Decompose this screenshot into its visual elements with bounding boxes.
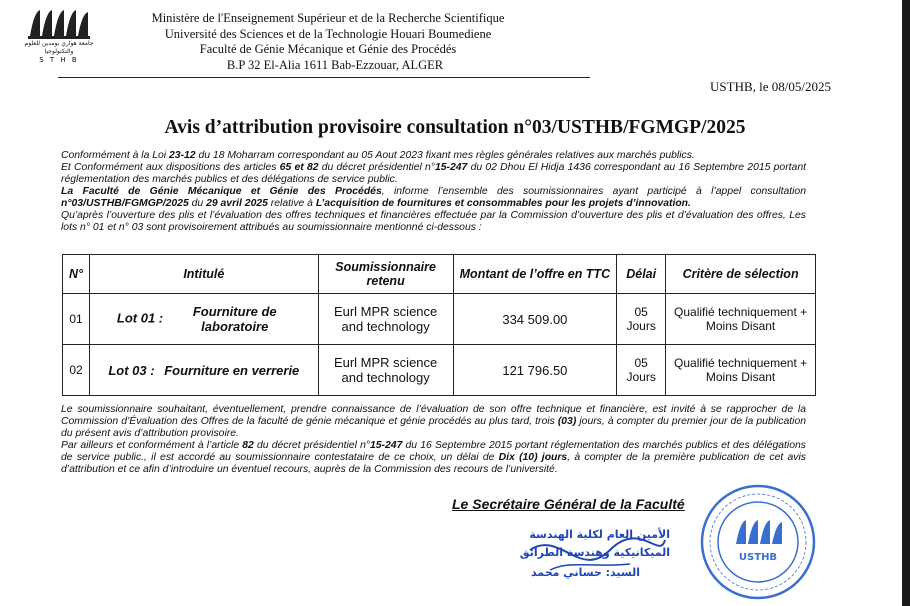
row-amount: 121 796.50 (453, 345, 617, 396)
stamp-line-1: الأمين العام لكلية الهندسة (529, 528, 670, 541)
row-lot (89, 294, 318, 345)
lot-name: Fourniture de laboratoire (192, 304, 277, 334)
col-header-amount: Montant de l’offre en TTC (453, 255, 617, 294)
header-rule (58, 77, 590, 78)
table-header-row (63, 255, 816, 294)
closing-text (61, 404, 806, 476)
lot-name: Fourniture en verrerie (164, 362, 300, 378)
col-header-num: N° (63, 255, 90, 294)
document-date: USTHB, le 08/05/2025 (710, 79, 831, 94)
lot-label: Lot 03 : (108, 362, 155, 378)
col-header-delay: Délai (617, 255, 666, 294)
row-delay: 05 Jours (617, 294, 666, 345)
letterhead (0, 11, 656, 73)
document-title: Avis d’attribution provisoire consultation n°03/USTHB/FGMGP/2025 (164, 117, 746, 138)
university-line: Université des Sciences et de la Technologie Houari Boumediene (164, 26, 492, 41)
university-seal (696, 482, 820, 602)
signatory-title: Le Secrétaire Général de la Faculté (452, 496, 685, 512)
row-lot (89, 345, 318, 396)
attribution-table (62, 254, 816, 396)
col-header-bidder: Soumissionnaire retenu (318, 255, 453, 294)
address-line: B.P 32 El-Alia 1611 Bab-Ezzouar, ALGER (226, 57, 444, 72)
row-amount: 334 509.00 (453, 294, 617, 345)
row-bidder: Eurl MPR science and technology (318, 345, 453, 396)
row-num: 02 (63, 345, 90, 396)
page-edge (902, 0, 910, 606)
intro-line-3: La Faculté de Génie Mécanique et Génie des Procédés, informe l’ensemble des soumissionnaires ayant participé à l’appel consultation n°03/USTHB/FGMGP/2025 du 29 avril 2025 relative à L’acquisition de fournitures et consommables pour les projets d’innovation. (61, 186, 806, 209)
intro-text (61, 150, 806, 234)
stamp-line-3: السيد: حساني محمد (531, 566, 640, 579)
col-header-title: Intitulé (89, 255, 318, 294)
col-header-criteria: Critère de sélection (666, 255, 816, 294)
seal-center-text: USTHB (738, 552, 778, 563)
faculty-line: Faculté de Génie Mécanique et Génie des Procédés (199, 42, 457, 56)
row-criteria: Qualifié techniquement + Moins Disant (666, 294, 816, 345)
row-num: 01 (63, 294, 90, 345)
row-bidder: Eurl MPR science and technology (318, 294, 453, 345)
official-stamp (490, 520, 690, 600)
lot-label: Lot 01 : (116, 310, 164, 326)
logo-caption: جامعة هواري بومدين للعلوم والتكنولوجيا S T H B (24, 40, 94, 64)
table-row (63, 294, 816, 345)
row-criteria: Qualifié techniquement + Moins Disant (666, 345, 816, 396)
row-delay: 05 Jours (617, 345, 666, 396)
table-row (63, 345, 816, 396)
closing-paragraph-1: Le soumissionnaire souhaitant, éventuellement, prendre connaissance de l’évaluation de son offre technique et financière, est invité à se rapprocher de la Commission d’Évaluation des Offres de la faculté de génie mécanique et génie procédés au plus tard, trois (03) jours, à compter du premier jour de la publication du présent avis d’attribution provisoire. (61, 404, 806, 439)
stamp-line-2: الميكانيكية وهندسة الطرائق (519, 546, 670, 559)
intro-line-2: Et Conformément aux dispositions des articles 65 et 82 du décret présidentiel n°15-247 du 02 Dhou El Hidja 1436 correspondant au 16 Septembre 2015 portant réglementation des marchés publics et des délégations de service public. (61, 162, 806, 185)
closing-paragraph-2: Par ailleurs et conformément à l’article 82 du décret présidentiel n°15-247 du 16 Septembre 2015 portant réglementation des marchés publics et des délégations de service public., il est accordé au soumissionnaire contestataire de ce choix, un délai de Dix (10) jours, à compter de la première publication de cet avis d’attribution et ce afin d’introduire un éventuel recours, auprès de la Commission des recours de l’université. (61, 440, 806, 475)
intro-line-1: Conformément à la Loi 23-12 du 18 Moharram correspondant au 05 Aout 2023 fixant mes règles générales relatives aux marchés publics. (61, 150, 695, 161)
ministry-line: Ministère de l'Enseignement Supérieur et de la Recherche Scientifique (151, 11, 505, 25)
intro-line-4: Qu’après l’ouverture des plis et l’évaluation des offres techniques et financières effectuée par la Commission d’ouverture des plis et d’évaluation des offres, Les lots n° 01 et n° 03 sont provisoirement attribués au soumissionnaire mentionné ci-dessous : (61, 210, 806, 233)
